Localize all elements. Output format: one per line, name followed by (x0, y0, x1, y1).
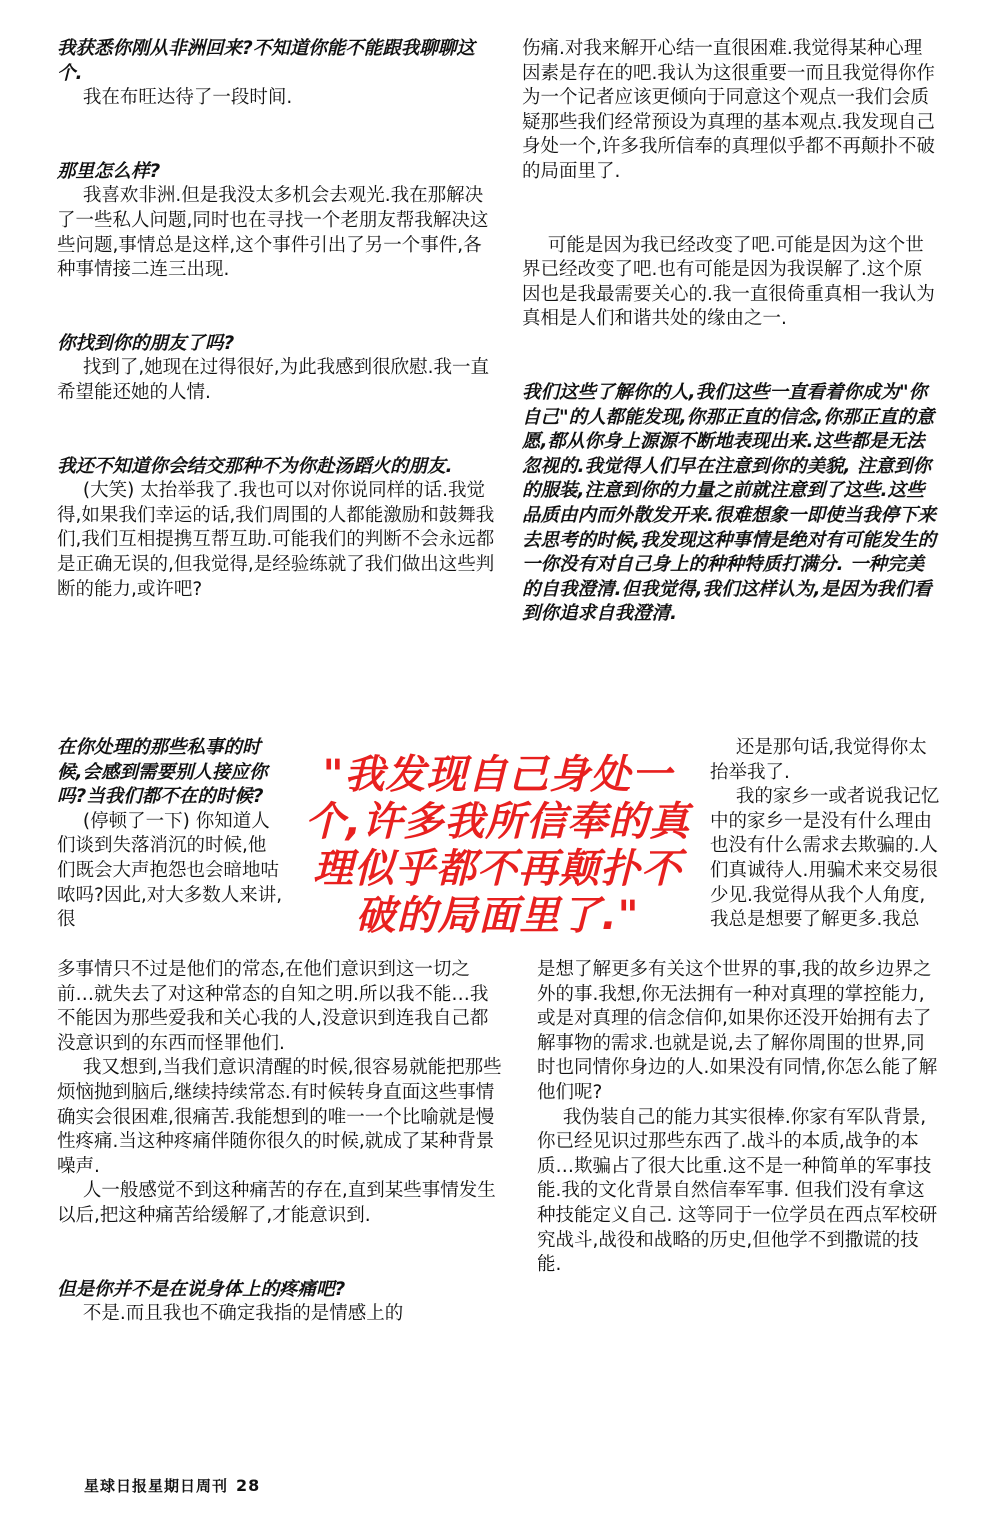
interview-answer: 多事情只不过是他们的常态,在他们意识到这一切之前…就失去了对这种常态的自知之明.所以我不能…我不能因为那些爱我和关心我的人,没意识到连我自己都没意识到的东西而怪罪他们. (57, 959, 489, 1054)
right-mid-column (710, 736, 940, 933)
interview-answer: 我伪装自己的能力其实很棒.你家有军队背景,你已经见识过那些东西了.战斗的本质,战争的本质…欺骗占了很大比重.这不是一种简单的军事技能.我的文化背景自然信奉军事. 但我们没有拿这种技能定义自己. 这等同于一位学员在西点军校研究战斗,战役和战略的历史,但他学不到撒谎的技能. (537, 1106, 938, 1276)
right-top-column (522, 37, 940, 627)
pull-quote: "我发现自己身处一个,许多我所信奉的真理似乎都不再颠扑不破的局面里了." (304, 752, 691, 939)
interview-answer: 可能是因为我已经改变了吧.可能是因为这个世界已经改变了吧.也有可能是因为我误解了.这个原因也是我最需要关心的.我一直很倚重真相一我认为真相是人们和谐共处的缘由之一. (522, 234, 935, 330)
interview-answer: 不是.而且我也不确定我指的是情感上的 (82, 1303, 404, 1325)
page-footer (84, 1475, 260, 1496)
interview-answer: 我的家乡一或者说我记忆中的家乡一是没有什么理由也没有什么需求去欺骗的.人们真诚待人.用骗术来交易很少见.我觉得从我个人角度,我总是想要了解更多.我总 (710, 786, 940, 931)
paragraph-spacer (57, 406, 497, 455)
left-bottom-column (57, 958, 504, 1327)
interview-question: 我获悉你刚从非洲回来?不知道你能不能跟我聊聊这个. (57, 38, 475, 84)
interview-answer: 是想了解更多有关这个世界的事,我的故乡边界之外的事.我想,你无法拥有一种对真理的掌控能力,或是对真理的信念信仰,如果你还没开始拥有去了解事物的需求.也就是说,去了解你周围的世界,同时也同情你身边的人.如果没有同情,你怎么能了解他们呢? (537, 959, 938, 1103)
interview-answer: 找到了,她现在过得很好,为此我感到很欣慰.我一直希望能还她的人情. (57, 357, 490, 403)
right-bottom-column (537, 958, 940, 1278)
interview-answer: 我喜欢非洲.但是我没太多机会去观光.我在那解决了一些私人问题,同时也在寻找一个老朋友帮我解决这些问题,事情总是这样,这个事件引出了另一个事件,各种事情接二连三出现. (57, 185, 489, 281)
left-top-column (57, 37, 497, 602)
interview-answer: 我在布旺达待了一段时间. (82, 87, 293, 109)
paragraph-spacer (57, 283, 497, 332)
paragraph-spacer (57, 1229, 504, 1278)
publication-name: 星球日报星期日周刊 (84, 1477, 229, 1495)
interview-question: 在你处理的那些私事的时候,会感到需要别人接应你吗?当我们都不在的时候? (57, 737, 268, 808)
interview-answer: 伤痛.对我来解开心结一直很困难.我觉得某种心理因素是存在的吧.我认为这很重要一而且我觉得你作为一个记者应该更倾向于同意这个观点一我们会质疑那些我们经常预设为真理的基本观点.我发现自己身处一个,许多我所信奉的真理似乎都不再颠扑不破的局面里了. (522, 38, 935, 182)
interview-answer: (大笑) 太抬举我了.我也可以对你说同样的话.我觉得,如果我们幸运的话,我们周围的人都能激励和鼓舞我们,我们互相提携互帮互助.可能我们的判断不会永远都是正确无误的,但我觉得,是经验练就了我们做出这些判断的能力,或许吧? (57, 480, 495, 600)
interview-question: 我还不知道你会结交那种不为你赴汤蹈火的朋友. (57, 455, 453, 477)
interview-answer: (停顿了一下) 你知道人们谈到失落消沉的时候,他们既会大声抱怨也会暗地咕哝吗?因此,对大多数人来讲,很 (57, 810, 283, 931)
interview-answer: 我又想到,当我们意识清醒的时候,很容易就能把那些烦恼抛到脑后,继续持续常态.有时候转身直面这些事情确实会很困难,很痛苦.我能想到的唯一一个比喻就是慢性疼痛.当这种疼痛伴随你很久的时候,就成了某种背景噪声. (57, 1057, 502, 1177)
paragraph-spacer (57, 111, 497, 160)
interview-question: 但是你并不是在说身体上的疼痛吧? (57, 1278, 346, 1300)
interview-answer: 人一般感觉不到这种痛苦的存在,直到某些事情发生以后,把这种痛苦给缓解了,才能意识到. (57, 1180, 496, 1226)
interview-question: 你找到你的朋友了吗? (57, 332, 235, 354)
paragraph-spacer (522, 185, 940, 234)
paragraph-spacer (522, 332, 940, 381)
interview-question: 我们这些了解你的人,我们这些一直看着你成为"你自己"的人都能发现,你那正直的信念,你那正直的意愿,都从你身上源源不断地表现出来.这些都是无法忽视的.我觉得人们早在注意到你的美貌, 注意到你的服装,注意到你的力量之前就注意到了这些.这些品质由内而外散发开来.很难想象一即使当我停下来去思考的时候,我发现这种事情是绝对有可能发生的一你没有对自己身上的种种特质打满分. 一种完美的自我澄清.但我觉得,我们这样认为,是因为我们看到你追求自我澄清. (522, 381, 937, 625)
interview-question: 那里怎么样? (57, 160, 161, 182)
left-mid-column (57, 736, 283, 933)
page-number: 28 (236, 1476, 261, 1495)
interview-answer: 还是那句话,我觉得你太抬举我了. (710, 737, 927, 783)
